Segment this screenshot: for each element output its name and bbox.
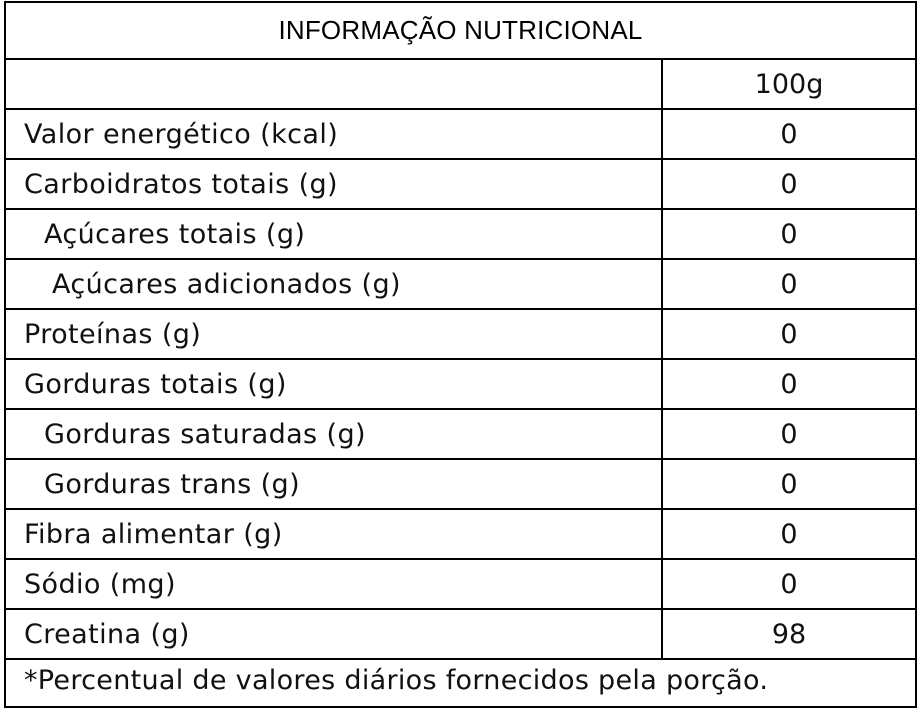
- row-value: 0: [780, 368, 798, 400]
- row-label: Carboidratos totais (g): [6, 160, 663, 208]
- header-serving: 100g: [754, 68, 824, 100]
- row-value: 0: [780, 468, 798, 500]
- row-value: 0: [780, 268, 798, 300]
- row-value: 0: [780, 568, 798, 600]
- table-row: [6, 310, 915, 360]
- table-row: [6, 510, 915, 560]
- table-row: [6, 610, 915, 660]
- row-label: Gorduras trans (g): [6, 460, 663, 508]
- header-label: [6, 60, 663, 108]
- table-row: [6, 360, 915, 410]
- row-value: 0: [780, 218, 798, 250]
- table-row: [6, 410, 915, 460]
- table-row: [6, 210, 915, 260]
- table-row: [6, 560, 915, 610]
- row-value: 0: [780, 118, 798, 150]
- row-value: 0: [780, 318, 798, 350]
- row-value: 98: [771, 618, 807, 650]
- table-row: [6, 160, 915, 210]
- footnote: *Percentual de valores diários fornecidos pela porção.: [24, 665, 769, 696]
- row-label: Açúcares adicionados (g): [6, 260, 663, 308]
- table-row: [6, 110, 915, 160]
- nutrition-table: [4, 1, 917, 708]
- row-value: 0: [780, 518, 798, 550]
- table-title: INFORMAÇÃO NUTRICIONAL: [6, 3, 915, 60]
- table-header-row: [6, 60, 915, 110]
- row-label: Gorduras saturadas (g): [6, 410, 663, 458]
- table-row: [6, 260, 915, 310]
- row-value: 0: [780, 168, 798, 200]
- row-label: Sódio (mg): [6, 560, 663, 608]
- row-label: Valor energético (kcal): [6, 110, 663, 158]
- row-label: Gorduras totais (g): [6, 360, 663, 408]
- row-label: Proteínas (g): [6, 310, 663, 358]
- row-label: Fibra alimentar (g): [6, 510, 663, 558]
- row-label: Açúcares totais (g): [6, 210, 663, 258]
- table-row: [6, 460, 915, 510]
- row-value: 0: [780, 418, 798, 450]
- row-label: Creatina (g): [6, 610, 663, 658]
